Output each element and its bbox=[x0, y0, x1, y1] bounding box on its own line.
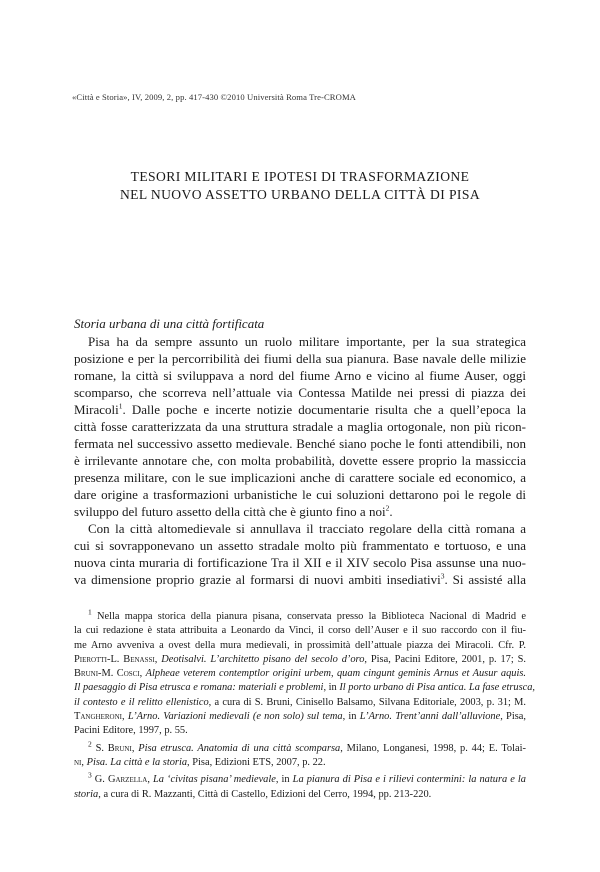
text-line: Pisa ha da sempre assunto un ruolo militare importante, per la sua strategica bbox=[88, 334, 526, 349]
text-line: cui si sovrapponevano un assetto stradale molto più frammentato e tortuoso, e una bbox=[74, 538, 526, 553]
text-line: il contesto e il relitto ellenistico, a cura di S. Bruni, Cinisello Balsamo, Silvana Editoriale, 2003, p. 31; M. bbox=[74, 696, 526, 708]
paragraph-1 bbox=[74, 333, 526, 520]
running-head: «Città e Storia», IV, 2009, 2, pp. 417-430 ©2010 Università Roma Tre-CROMA bbox=[72, 92, 356, 102]
paragraph-2 bbox=[74, 520, 526, 588]
text-line: Miracoli$^1$. Dalle poche e incerte notizie documentarie risulta che a quell’epoca la bbox=[74, 401, 526, 417]
text-line: Tangheroni, L’Arno. Variazioni medievali (e non solo) sul tema, in L’Arno. Trent’anni dall’alluvione, Pisa, bbox=[74, 711, 526, 723]
text-line: Bruni-M. Cosci, Alpheae veterem contemptlor origini urbem, quam cingunt geminis Arnus et Ausur aquis. bbox=[74, 668, 526, 680]
text-line: nuova cinta muraria di fortificazione Tra il XII e il XIV secolo Pisa assunse una nuo- bbox=[74, 555, 526, 570]
article-title bbox=[60, 168, 540, 204]
text-line: Pacini Editore, 1997, p. 55. bbox=[74, 725, 188, 737]
text-line: $^2$ S. Bruni, Pisa etrusca. Anatomia di una città scomparsa, Milano, Longanesi, 1998, p. 44; E. Tolai- bbox=[88, 739, 526, 754]
text-line: $^1$ Nella mappa storica della pianura pisana, conservata presso la Biblioteca Nacional di Madrid e bbox=[88, 607, 526, 622]
text-line: Il paesaggio di Pisa etrusca e romana: materiali e problemi, in Il porto urbano di Pisa antica. La fase etrusca, bbox=[74, 682, 536, 694]
text-line: ni, Pisa. La città e la storia, Pisa, Edizioni ETS, 2007, p. 22. bbox=[74, 756, 326, 768]
text-line: è irrilevante annotare che, con molta probabilità, dovette essere proprio la massiccia bbox=[74, 453, 526, 468]
section-heading: Storia urbana di una città fortificata bbox=[74, 316, 265, 331]
text-line: la cui redazione è stata attribuita a Leonardo da Vinci, il corso dell’Auser e il suo raccordo con il fiu- bbox=[74, 625, 526, 637]
text-line: dare origine a trasformazioni urbanistiche le cui soluzioni dettarono poi le regole di bbox=[74, 487, 526, 502]
text-line: scomparso, che scorreva nell’attuale via Contessa Matilde nei pressi di piazza dei bbox=[74, 385, 526, 400]
text-line: posizione e per la percorribilità dei fiumi della sua pianura. Base navale delle milizie bbox=[74, 351, 526, 366]
text-line: presenza militare, con le sue implicazioni anche di carattere sociale ed economico, a bbox=[74, 470, 526, 485]
text-line: Pierotti-L. Benassi, Deotisalvi. L’architetto pisano del secolo d’oro, Pisa, Pacini Editore, 2001, p. 17; S. bbox=[74, 653, 527, 665]
footnote-1 bbox=[74, 607, 536, 739]
text-line: fermata nel successivo assetto medievale. Benché siano poche le fonti attendibili, non bbox=[74, 436, 526, 451]
title-line-1: TESORI MILITARI E IPOTESI DI TRASFORMAZIONE bbox=[130, 169, 470, 184]
footnotes bbox=[74, 607, 536, 805]
title-line-2: NEL NUOVO ASSETTO URBANO DELLA CITTÀ DI PISA bbox=[119, 187, 481, 202]
footnote-3 bbox=[74, 770, 526, 802]
text-line: storia, a cura di R. Mazzanti, Città di Castello, Edizioni del Cerro, 1994, pp. 213-220. bbox=[74, 788, 432, 800]
text-line: $^3$ G. Garzella, La ‘civitas pisana’ medievale, in La pianura di Pisa e i rilievi contermini: la natura e la bbox=[88, 770, 526, 786]
footnote-ref-3[interactable]: 3 bbox=[440, 571, 445, 581]
text-line: Con la città altomedievale si annullava il tracciato regolare della città romana a bbox=[88, 521, 526, 536]
text-line: va dimensione proprio grazie al formarsi di nuovi ambiti insediativi$^3$. Si assisté alla bbox=[74, 571, 527, 587]
text-line: romane, la città si sviluppava a nord del fiume Arno e vicino al fiume Auser, oggi bbox=[74, 368, 526, 383]
footnote-2 bbox=[74, 739, 526, 771]
text-line: città fosse caratterizzata da una struttura stradale a maglia ortogonale, non più ricon- bbox=[74, 419, 526, 434]
footnote-ref-1[interactable]: 1 bbox=[118, 401, 123, 411]
footnote-ref-2[interactable]: 2 bbox=[385, 503, 390, 513]
text-line: sviluppo del futuro assetto della città che è giunto fino a noi$^2$. bbox=[74, 503, 393, 519]
text-line: me Arno avveniva a ovest della mura medievali, in prossimità dell’attuale piazza dei Miracoli. Cfr. P. bbox=[74, 639, 526, 651]
